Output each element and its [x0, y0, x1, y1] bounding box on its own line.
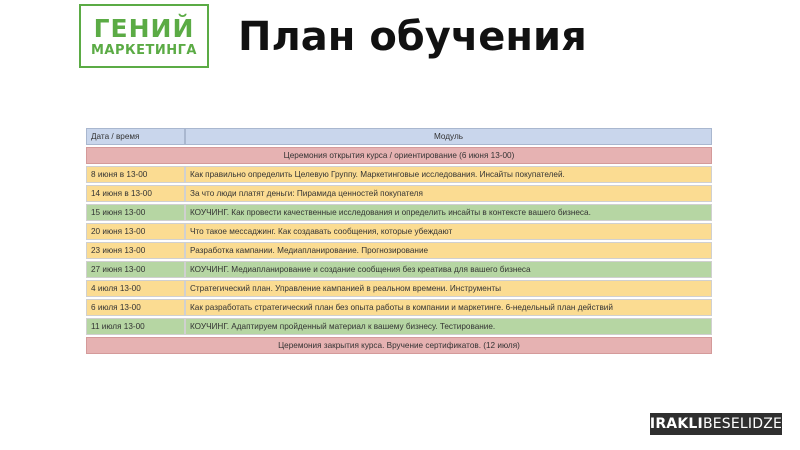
row-date: 20 июня 13-00 [86, 223, 185, 240]
closing-ceremony-row [86, 337, 712, 354]
row-date: 27 июня 13-00 [86, 261, 185, 278]
logo [79, 4, 209, 68]
logo-line-1: ГЕНИЙ [93, 13, 195, 43]
row-module: Что такое мессаджинг. Как создавать сообщения, которые убеждают [185, 223, 712, 240]
brand-first: IRAKLI [649, 416, 703, 432]
row-date: 15 июня 13-00 [86, 204, 185, 221]
row-module: Стратегический план. Управление кампанией в реальном времени. Инструменты [185, 280, 712, 297]
header-module: Модуль [185, 128, 712, 145]
brand-last: BESELIDZE [702, 416, 783, 432]
table-row [86, 223, 712, 240]
table-row [86, 185, 712, 202]
brand-badge [650, 413, 782, 435]
header-date: Дата / время [86, 128, 185, 145]
table-row [86, 166, 712, 183]
row-date: 4 июля 13-00 [86, 280, 185, 297]
schedule-table [86, 126, 712, 356]
table-row [86, 242, 712, 259]
opening-ceremony-row [86, 147, 712, 164]
row-module: За что люди платят деньги: Пирамида ценностей покупателя [185, 185, 712, 202]
page-title: План обучения [238, 14, 587, 60]
row-date: 8 июня в 13-00 [86, 166, 185, 183]
logo-line-2: МАРКЕТИНГА [90, 42, 197, 58]
table-row [86, 280, 712, 297]
row-module: Как разработать стратегический план без опыта работы в компании и маркетинге. 6-недельный план действий [185, 299, 712, 316]
table-row [86, 204, 712, 221]
row-module: Как правильно определить Целевую Группу. Маркетинговые исследования. Инсайты покупателей. [185, 166, 712, 183]
row-date: 14 июня в 13-00 [86, 185, 185, 202]
table-row [86, 261, 712, 278]
row-date: 11 июля 13-00 [86, 318, 185, 335]
row-module: КОУЧИНГ. Адаптируем пройденный материал к вашему бизнесу. Тестирование. [185, 318, 712, 335]
row-module: КОУЧИНГ. Как провести качественные исследования и определить инсайты в контексте вашего бизнеса. [185, 204, 712, 221]
table-header-row [86, 128, 712, 145]
opening-ceremony-text: Церемония открытия курса / ориентирование (6 июня 13-00) [86, 147, 712, 164]
row-module: КОУЧИНГ. Медиапланирование и создание сообщения без креатива для вашего бизнеса [185, 261, 712, 278]
row-date: 6 июля 13-00 [86, 299, 185, 316]
row-module: Разработка кампании. Медиапланирование. Прогнозирование [185, 242, 712, 259]
row-date: 23 июня 13-00 [86, 242, 185, 259]
table-row [86, 318, 712, 335]
closing-ceremony-text: Церемония закрытия курса. Вручение сертификатов. (12 июля) [86, 337, 712, 354]
table-row [86, 299, 712, 316]
